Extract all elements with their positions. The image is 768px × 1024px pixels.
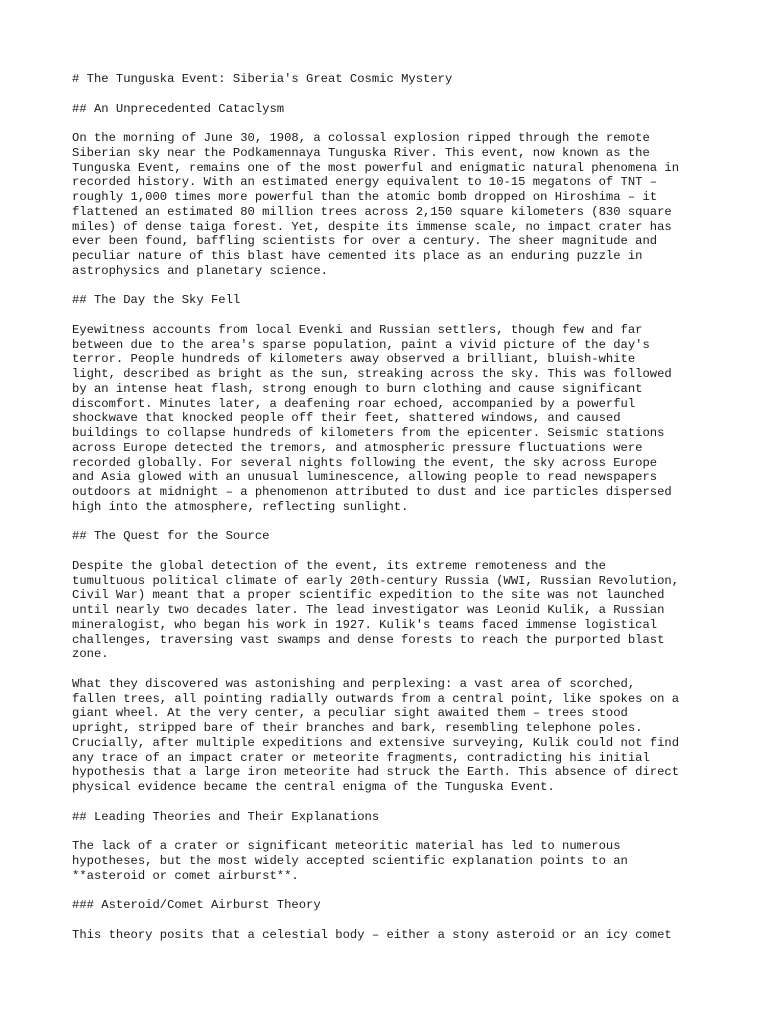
paragraph-cataclysm: On the morning of June 30, 1908, a colossal explosion ripped through the remote Siberian sky near the Podkamennaya Tunguska River. This event, now known as the Tunguska Event, remains one of the most powerful and enigmatic natural phenomena in recorded history. With an estimated energy equivalent to 10-15 megatons of TNT – roughly 1,000 times more powerful than the atomic bomb dropped on Hiroshima – it flattened an estimated 80 million trees across 2,150 square kilometers (830 square miles) of dense taiga forest. Yet, despite its immense scale, no impact crater has ever been found, baffling scientists for over a century. The sheer magnitude and peculiar nature of this blast have cemented its place as an enduring puzzle in astrophysics and planetary science.: [72, 131, 680, 278]
paragraph-airburst: This theory posits that a celestial body – either a stony asteroid or an icy comet: [72, 927, 672, 942]
section-heading-quest: ## The Quest for the Source: [72, 529, 270, 544]
paragraph-quest-2: What they discovered was astonishing and perplexing: a vast area of scorched, fallen trees, all pointing radially outwards from a central point, like spokes on a giant wheel. At the very center, a peculiar sight awaited them – trees stood upright, stripped bare of their branches and bark, resembling telephone poles. Crucially, after multiple expeditions and extensive surveying, Kulik could not find any trace of an impact crater or meteorite fragments, contradicting his initial hypothesis that a large iron meteorite had struck the Earth. This absence of direct physical evidence became the central enigma of the Tunguska Event.: [72, 676, 680, 794]
section-heading-theories: ## Leading Theories and Their Explanations: [72, 809, 380, 824]
document-page: [72, 72, 712, 957]
subsection-heading-airburst: ### Asteroid/Comet Airburst Theory: [72, 898, 321, 912]
document-title: # The Tunguska Event: Siberia's Great Cosmic Mystery: [72, 72, 453, 86]
section-heading-cataclysm: ## An Unprecedented Cataclysm: [72, 101, 285, 116]
paragraph-quest-1: Despite the global detection of the event, its extreme remoteness and the tumultuous political climate of early 20th-century Russia (WWI, Russian Revolution, Civil War) meant that a proper scientific expedition to the site was not launched until nearly two decades later. The lead investigator was Leonid Kulik, a Russian mineralogist, who began his work in 1927. Kulik's teams faced immense logistical challenges, traversing vast swamps and dense forests to reach the purported blast zone.: [72, 558, 680, 662]
section-heading-sky-fell: ## The Day the Sky Fell: [72, 293, 241, 308]
paragraph-sky-fell: Eyewitness accounts from local Evenki and Russian settlers, though few and far between due to the area's sparse population, paint a vivid picture of the day's terror. People hundreds of kilometers away observed a brilliant, bluish-white light, described as bright as the sun, streaking across the sky. This was followed by an intense heat flash, strong enough to burn clothing and cause significant discomfort. Minutes later, a deafening roar echoed, accompanied by a powerful shockwave that knocked people off their feet, shattered windows, and caused buildings to collapse hundreds of kilometers from the epicenter. Seismic stations across Europe detected the tremors, and atmospheric pressure fluctuations were recorded globally. For several nights following the event, the sky across Europe and Asia glowed with an unusual luminescence, allowing people to read newspapers outdoors at midnight – a phenomenon attributed to dust and ice particles dispersed high into the atmosphere, reflecting sunlight.: [72, 322, 672, 514]
paragraph-theories: The lack of a crater or significant meteoritic material has led to numerous hypotheses, but the most widely accepted scientific explanation points to an **asteroid or comet airburst**.: [72, 839, 628, 883]
